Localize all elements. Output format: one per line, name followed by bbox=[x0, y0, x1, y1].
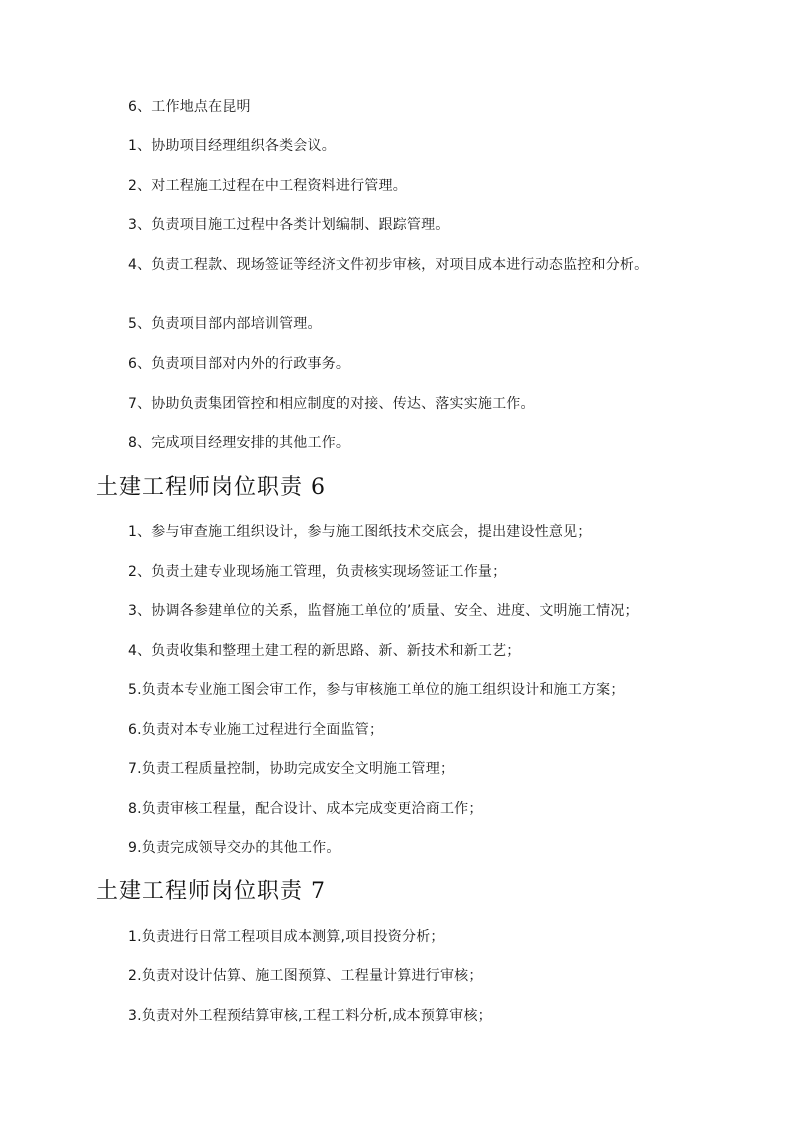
list-item: 1、协助项目经理组织各类会议。 bbox=[128, 138, 336, 154]
list-item: 6.负责对本专业施工过程进行全面监管； bbox=[128, 722, 384, 738]
list-item: 1、参与审查施工组织设计，参与施工图纸技术交底会，提出建设性意见； bbox=[128, 524, 592, 540]
list-item: 3、协调各参建单位的关系，监督施工单位的’质量、安全、进度、文明施工情况； bbox=[128, 603, 639, 619]
list-item: 8、完成项目经理安排的其他工作。 bbox=[128, 435, 351, 451]
list-item: 4、负责工程款、现场签证等经济文件初步审核，对项目成本进行动态监控和分析。 bbox=[128, 257, 649, 273]
list-item: 5.负责本专业施工图会审工作，参与审核施工单位的施工组织设计和施工方案； bbox=[128, 682, 625, 698]
list-item: 6、工作地点在昆明 bbox=[128, 99, 251, 115]
list-item: 9.负责完成领导交办的其他工作。 bbox=[128, 840, 341, 856]
list-item: 5、负责项目部内部培训管理。 bbox=[128, 316, 322, 332]
list-item: 7.负责工程质量控制，协助完成安全文明施工管理； bbox=[128, 761, 455, 777]
list-item: 2.负责对设计估算、施工图预算、工程量计算进行审核； bbox=[128, 968, 483, 984]
section-heading-6: 土建工程师岗位职责 6 bbox=[96, 475, 326, 500]
list-item: 7、协助负责集团管控和相应制度的对接、传达、落实实施工作。 bbox=[128, 396, 535, 412]
list-item: 1.负责进行日常工程项目成本测算,项目投资分析； bbox=[128, 929, 445, 945]
list-item: 8.负责审核工程量，配合设计、成本完成变更洽商工作； bbox=[128, 801, 483, 817]
list-item: 3.负责对外工程预结算审核,工程工料分析,成本预算审核； bbox=[128, 1008, 492, 1024]
list-item: 3、负责项目施工过程中各类计划编制、跟踪管理。 bbox=[128, 217, 450, 233]
section-heading-7: 土建工程师岗位职责 7 bbox=[96, 879, 326, 904]
list-item: 4、负责收集和整理土建工程的新思路、新、新技术和新工艺； bbox=[128, 643, 521, 659]
list-item: 2、负责土建专业现场施工管理，负责核实现场签证工作量； bbox=[128, 564, 507, 580]
list-item: 2、对工程施工过程在中工程资料进行管理。 bbox=[128, 178, 407, 194]
list-item: 6、负责项目部对内外的行政事务。 bbox=[128, 356, 351, 372]
